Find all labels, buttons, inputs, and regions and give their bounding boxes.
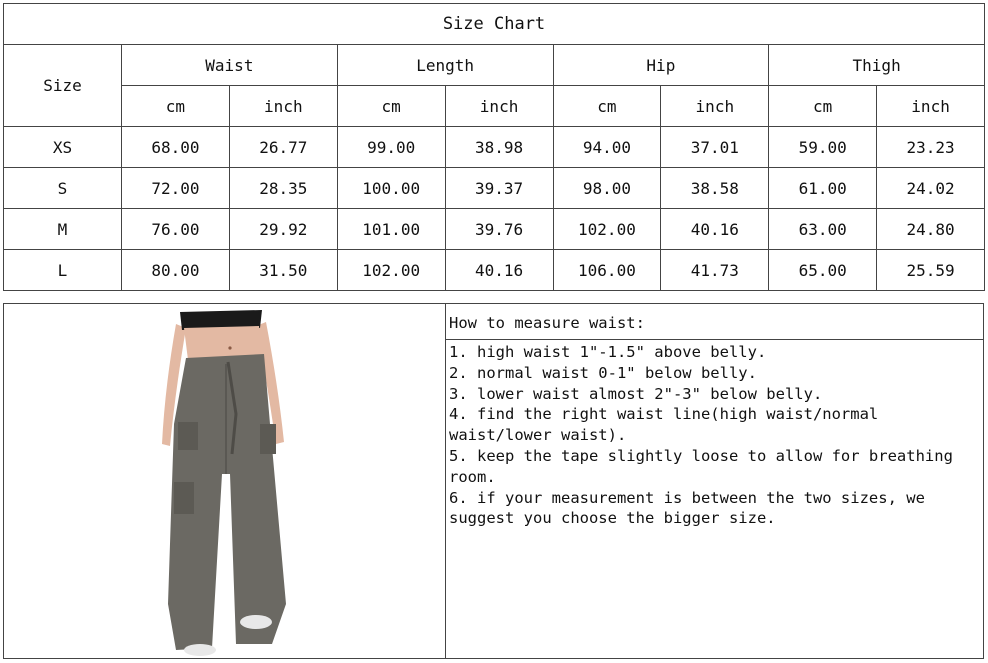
table-cell: 106.00	[553, 250, 661, 291]
list-item: 5. keep the tape slightly loose to allow for breathing room.	[449, 446, 963, 486]
group-header-length: Length	[337, 45, 553, 86]
table-cell: 41.73	[661, 250, 769, 291]
table-cell: 94.00	[553, 127, 661, 168]
cargo-pocket	[260, 424, 276, 454]
table-cell: 68.00	[122, 127, 230, 168]
size-header: Size	[4, 45, 122, 127]
unit-header: inch	[877, 86, 985, 127]
table-cell: 100.00	[337, 168, 445, 209]
table-row	[4, 250, 985, 291]
table-cell: 24.80	[877, 209, 985, 250]
table-row	[4, 127, 985, 168]
product-photo	[4, 304, 446, 658]
unit-header: cm	[337, 86, 445, 127]
table-cell: 102.00	[337, 250, 445, 291]
unit-header: cm	[553, 86, 661, 127]
unit-header: inch	[229, 86, 337, 127]
table-cell: 72.00	[122, 168, 230, 209]
size-label: XS	[4, 127, 122, 168]
unit-header: inch	[445, 86, 553, 127]
table-cell: 80.00	[122, 250, 230, 291]
list-item: 6. if your measurement is between the two sizes, we suggest you choose the bigger size.	[449, 488, 935, 528]
table-cell: 102.00	[553, 209, 661, 250]
table-cell: 23.23	[877, 127, 985, 168]
cargo-pants-model-illustration	[4, 304, 445, 658]
measure-instructions	[446, 304, 983, 658]
table-cell: 37.01	[661, 127, 769, 168]
table-cell: 61.00	[769, 168, 877, 209]
size-label: L	[4, 250, 122, 291]
table-cell: 28.35	[229, 168, 337, 209]
size-chart-table	[3, 3, 985, 291]
chart-title: Size Chart	[4, 4, 985, 45]
instructions-heading: How to measure waist:	[446, 304, 983, 340]
table-row	[4, 209, 985, 250]
size-label: S	[4, 168, 122, 209]
table-cell: 25.59	[877, 250, 985, 291]
list-item: 2. normal waist 0-1" below belly.	[449, 363, 757, 382]
table-cell: 26.77	[229, 127, 337, 168]
list-item: 3. lower waist almost 2"-3" below belly.	[449, 384, 823, 403]
size-label: M	[4, 209, 122, 250]
cargo-pocket	[174, 482, 194, 514]
instructions-list	[446, 340, 983, 529]
group-header-thigh: Thigh	[769, 45, 985, 86]
unit-header: cm	[122, 86, 230, 127]
group-header-waist: Waist	[122, 45, 338, 86]
unit-header: inch	[661, 86, 769, 127]
shoe	[240, 615, 272, 629]
list-item: 1. high waist 1"-1.5" above belly.	[449, 343, 767, 361]
list-item: 4. find the right waist line(high waist/normal waist/lower waist).	[449, 405, 888, 445]
table-cell: 29.92	[229, 209, 337, 250]
table-cell: 101.00	[337, 209, 445, 250]
table-cell: 24.02	[877, 168, 985, 209]
table-cell: 65.00	[769, 250, 877, 291]
table-cell: 31.50	[229, 250, 337, 291]
navel	[228, 346, 231, 349]
table-row	[4, 168, 985, 209]
group-header-hip: Hip	[553, 45, 769, 86]
table-cell: 76.00	[122, 209, 230, 250]
cargo-pocket	[178, 422, 198, 450]
table-cell: 38.98	[445, 127, 553, 168]
table-cell: 39.37	[445, 168, 553, 209]
table-cell: 38.58	[661, 168, 769, 209]
table-cell: 99.00	[337, 127, 445, 168]
unit-header: cm	[769, 86, 877, 127]
table-cell: 39.76	[445, 209, 553, 250]
table-cell: 98.00	[553, 168, 661, 209]
shoe	[184, 644, 216, 656]
table-cell: 59.00	[769, 127, 877, 168]
measure-section	[3, 303, 984, 659]
table-cell: 40.16	[445, 250, 553, 291]
table-cell: 63.00	[769, 209, 877, 250]
table-cell: 40.16	[661, 209, 769, 250]
